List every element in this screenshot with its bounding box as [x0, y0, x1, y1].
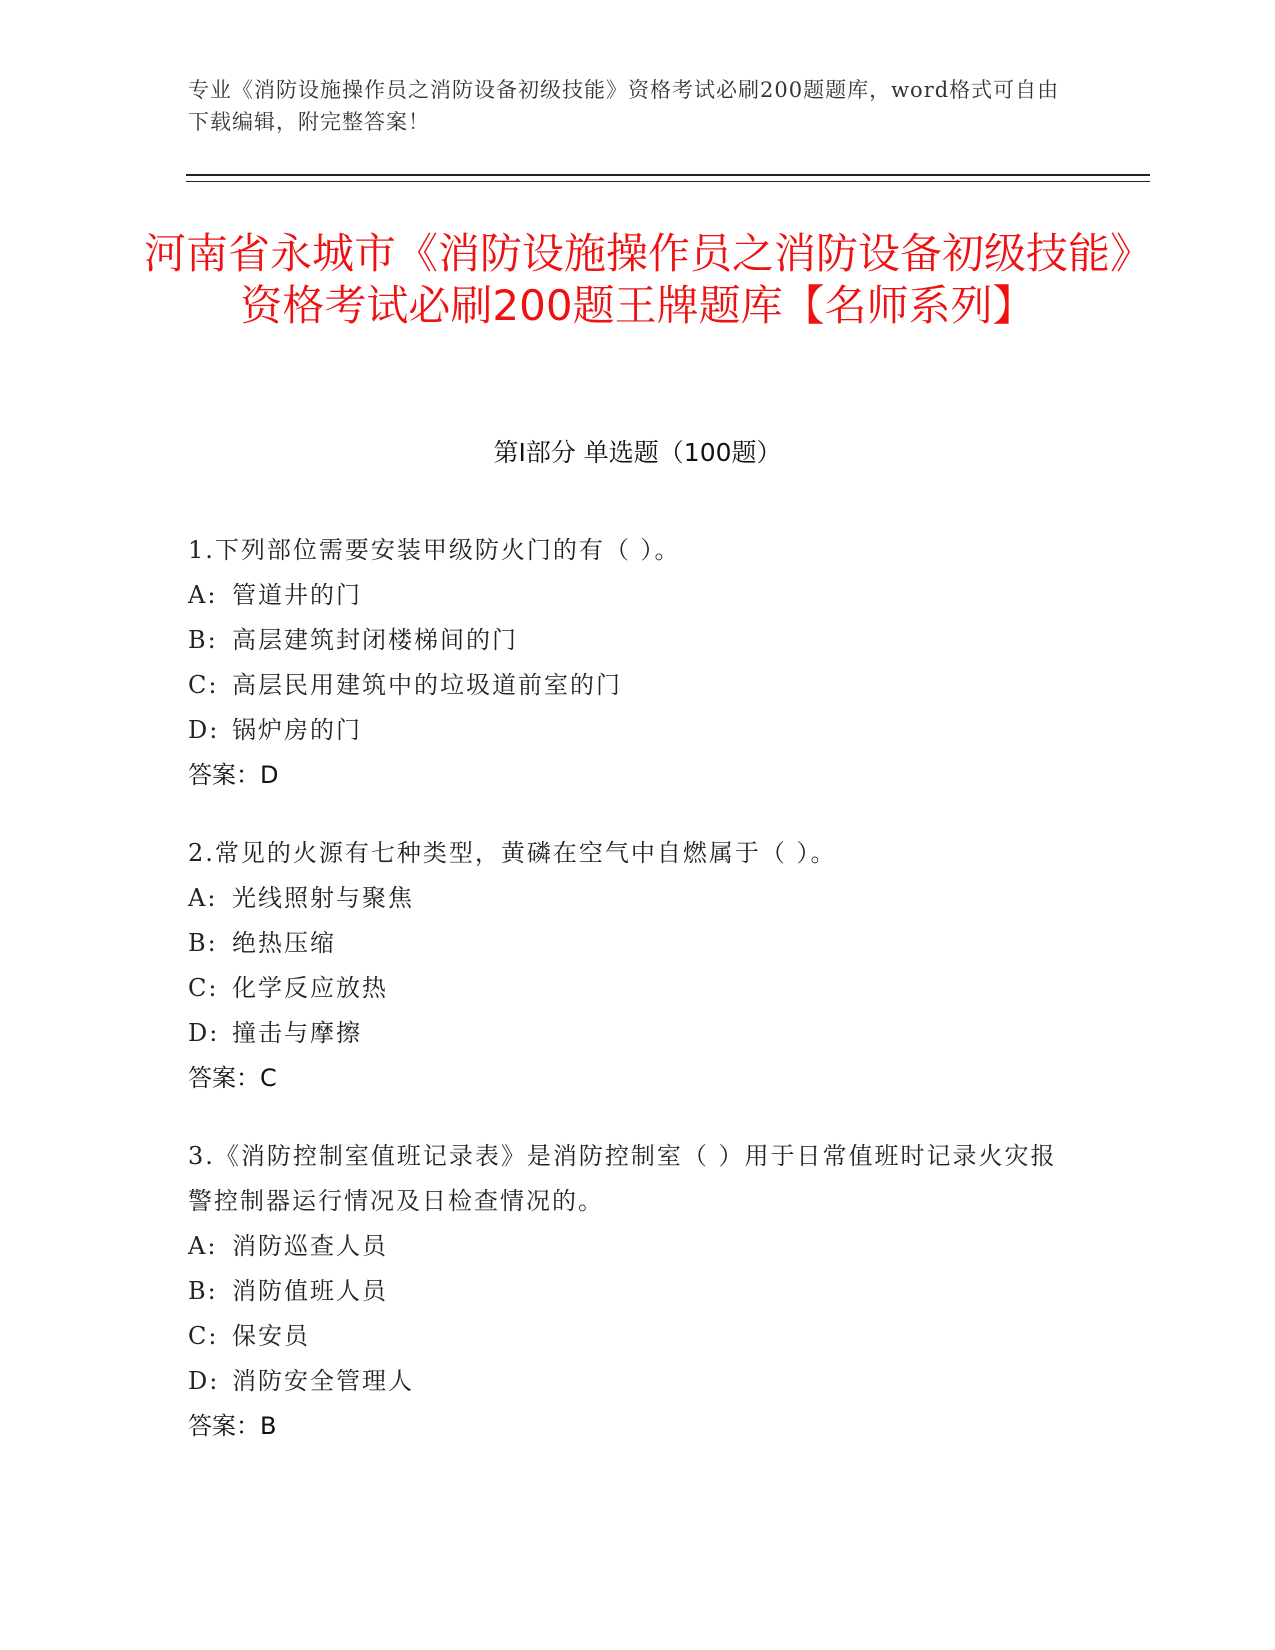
option-key: B:	[188, 626, 218, 654]
option-b	[188, 921, 1068, 966]
option-d	[188, 1011, 1068, 1056]
option-text: 消防值班人员	[232, 1277, 388, 1305]
option-c	[188, 966, 1068, 1011]
question-3	[188, 1134, 1068, 1449]
option-text: 消防巡查人员	[232, 1232, 388, 1260]
question-list	[188, 528, 1068, 1482]
option-text: 化学反应放热	[232, 974, 388, 1002]
question-2	[188, 831, 1068, 1101]
option-a	[188, 876, 1068, 921]
option-text: 绝热压缩	[232, 929, 336, 957]
option-a	[188, 1224, 1068, 1269]
option-text: 管道井的门	[232, 581, 362, 609]
answer: 答案：D	[188, 761, 279, 789]
answer: 答案：C	[188, 1064, 277, 1092]
option-c	[188, 1314, 1068, 1359]
option-b	[188, 618, 1068, 663]
option-a	[188, 573, 1068, 618]
document-title: 河南省永城市《消防设施操作员之消防设备初级技能》资格考试必刷200题王牌题库【名师系列】	[143, 229, 1131, 330]
option-text: 光线照射与聚焦	[232, 884, 414, 912]
option-key: A:	[188, 884, 218, 912]
question-stem: 2.常见的火源有七种类型，黄磷在空气中自燃属于（ ）。	[188, 839, 837, 867]
option-text: 锅炉房的门	[232, 716, 362, 744]
header-note: 专业《消防设施操作员之消防设备初级技能》资格考试必刷200题题库，word格式可自由下载编辑，附完整答案！	[188, 78, 1060, 134]
answer: 答案：B	[188, 1412, 277, 1440]
question-1	[188, 528, 1068, 798]
option-key: D:	[188, 1367, 220, 1395]
option-key: B:	[188, 929, 218, 957]
question-stem: 3.《消防控制室值班记录表》是消防控制室（ ）用于日常值班时记录火灾报警控制器运行情况及日检查情况的。	[188, 1142, 1057, 1215]
option-key: D:	[188, 1019, 220, 1047]
option-key: C:	[188, 1322, 219, 1350]
option-key: A:	[188, 581, 218, 609]
option-key: C:	[188, 671, 219, 699]
option-text: 高层建筑封闭楼梯间的门	[232, 626, 518, 654]
option-text: 撞击与摩擦	[232, 1019, 362, 1047]
option-d	[188, 708, 1068, 753]
section-heading: 第Ⅰ部分 单选题（100题）	[493, 438, 782, 467]
header-rule-thick	[186, 174, 1150, 176]
option-key: C:	[188, 974, 219, 1002]
option-text: 消防安全管理人	[232, 1367, 414, 1395]
option-text: 保安员	[232, 1322, 310, 1350]
option-text: 高层民用建筑中的垃圾道前室的门	[232, 671, 622, 699]
option-key: B:	[188, 1277, 218, 1305]
option-c	[188, 663, 1068, 708]
option-d	[188, 1359, 1068, 1404]
option-key: D:	[188, 716, 220, 744]
option-key: A:	[188, 1232, 218, 1260]
question-stem: 1.下列部位需要安装甲级防火门的有（ ）。	[188, 536, 681, 564]
option-b	[188, 1269, 1068, 1314]
header-rule-thin	[186, 181, 1150, 182]
